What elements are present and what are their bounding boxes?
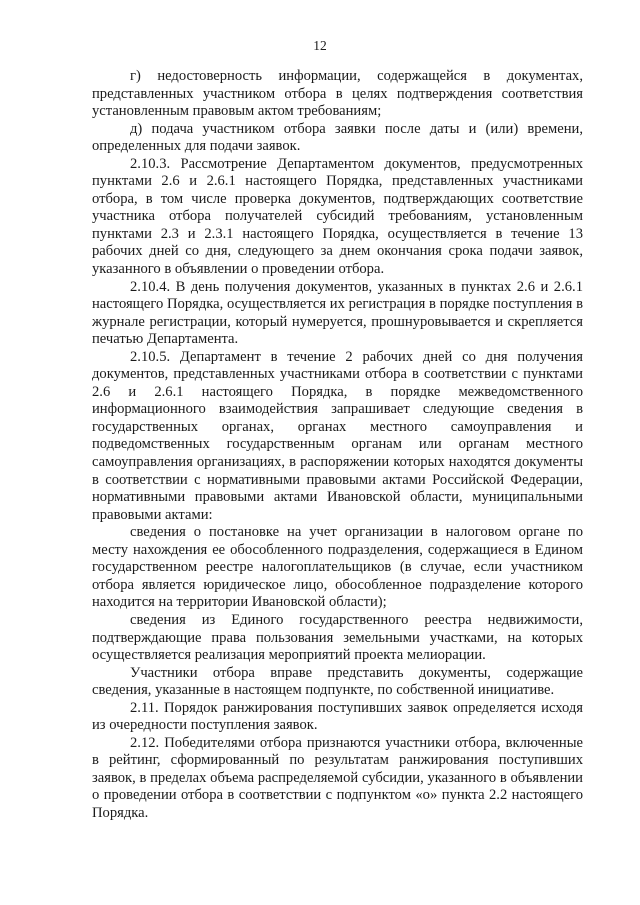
paragraph-item-g: г) недостоверность информации, содержащейся в документах, представленных участником отбора в целях подтверждения соответствия установленным правовым актом требованиям; xyxy=(92,68,583,120)
document-body xyxy=(92,68,583,823)
paragraph-item-d: д) подача участником отбора заявки после даты и (или) времени, определенных для подачи заявок. xyxy=(92,120,583,155)
paragraph-2-10-3: 2.10.3. Рассмотрение Департаментом документов, предусмотренных пунктами 2.6 и 2.6.1 настоящего Порядка, представленных участниками отбора, в том числе проверка документов, подтверждающих соответствие участника отбора получателей субсидий требованиям, установленным пунктами 2.3 и 2.3.1 настоящего Порядка, осуществляется в течение 13 рабочих дней со дня, следующего за днем окончания срока подачи заявок, указанного в объявлении о проведении отбора. xyxy=(92,155,583,278)
paragraph-tax-registration-info: сведения о постановке на учет организации в налоговом органе по месту нахождения ее обособленного подразделения, содержащиеся в Едином государственном реестре налогоплательщиков (в случае, если участником отбора является юридическое лицо, обособленное подразделение которого находится на территории Ивановской области); xyxy=(92,524,583,611)
page-number: 12 xyxy=(313,38,327,53)
paragraph-2-10-5: 2.10.5. Департамент в течение 2 рабочих дней со дня получения документов, представленных участниками отбора в соответствии с пунктами 2.6 и 2.6.1 настоящего Порядка, в порядке межведомственного информационного взаимодействия запрашивает следующие сведения в государственных органах, органах местного самоуправления и подведомственных государственным органам или органам местного самоуправления организациях, в распоряжении которых находятся документы в соответствии с нормативными правовыми актами Российской Федерации, нормативными правовыми актами Ивановской области, муниципальными правовыми актами: xyxy=(92,348,583,523)
paragraph-participants-initiative: Участники отбора вправе представить документы, содержащие сведения, указанные в настоящем подпункте, по собственной инициативе. xyxy=(92,664,583,699)
paragraph-2-11: 2.11. Порядок ранжирования поступивших заявок определяется исходя из очередности поступления заявок. xyxy=(92,699,583,734)
paragraph-real-estate-registry-info: сведения из Единого государственного реестра недвижимости, подтверждающие права пользования земельными участками, на которых осуществляется реализация мероприятий проекта мелиорации. xyxy=(92,611,583,664)
paragraph-2-10-4: 2.10.4. В день получения документов, указанных в пунктах 2.6 и 2.6.1 настоящего Порядка, осуществляется их регистрация в порядке поступления в журнале регистрации, который нумеруется, прошнуровывается и скрепляется печатью Департамента. xyxy=(92,278,583,348)
paragraph-2-12: 2.12. Победителями отбора признаются участники отбора, включенные в рейтинг, сформированный по результатам ранжирования поступивших заявок, в пределах объема распределяемой субсидии, указанного в объявлении о проведении отбора в соответствии с подпунктом «о» пункта 2.2 настоящего Порядка. xyxy=(92,734,583,821)
